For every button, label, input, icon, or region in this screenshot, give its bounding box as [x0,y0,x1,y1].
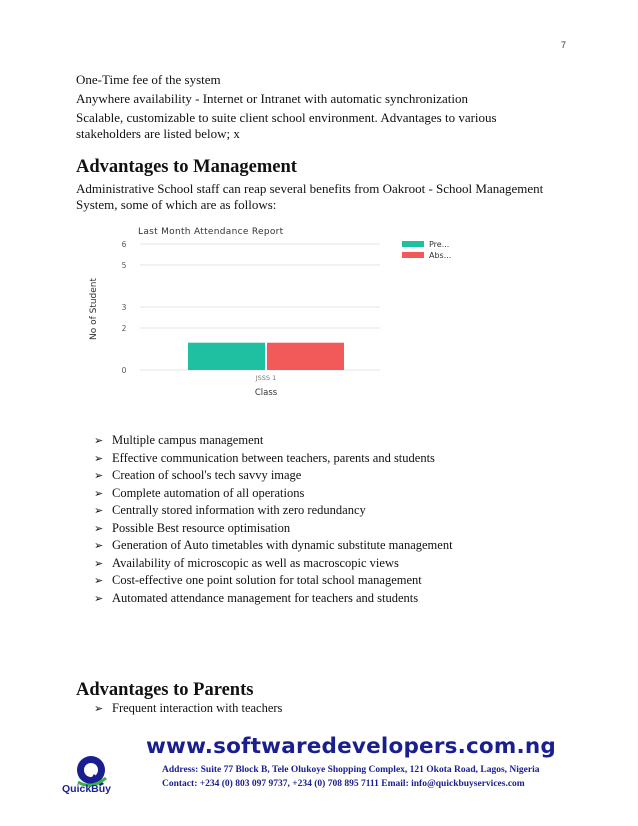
list-item: ➢ Complete automation of all operations [94,485,453,503]
parents-heading: Advantages to Parents [76,680,254,700]
website-link[interactable]: www.softwaredevelopers.com.ng [146,734,556,759]
list-item: ➢ Automated attendance management for teachers and students [94,590,453,608]
arrow-bullet-icon: ➢ [94,575,104,587]
bar-pre [188,343,265,370]
attendance-chart [80,222,480,412]
legend-label: Abs... [429,251,452,260]
list-item: ➢ Generation of Auto timetables with dynamic substitute management [94,537,453,555]
list-item: ➢ Multiple campus management [94,432,453,450]
footer-address: Address: Suite 77 Block B, Tele Olukoye Shopping Complex, 121 Okota Road, Lagos, Nigeria [162,765,540,775]
intro-line-2: Anywhere availability - Internet or Intranet with automatic synchronization [76,91,469,106]
legend-swatch [402,252,424,258]
arrow-bullet-icon: ➢ [94,540,104,552]
arrow-bullet-icon: ➢ [94,487,104,500]
intro-line-1: One-Time fee of the system [76,72,221,87]
x-axis-label: Class [254,388,278,398]
page-number: 7 [560,40,566,50]
y-tick-label: 6 [121,240,127,249]
legend-swatch [402,241,424,247]
arrow-bullet-icon: ➢ [94,452,104,465]
y-tick-label: 0 [121,366,127,375]
arrow-bullet-icon: ➢ [94,470,104,482]
arrow-bullet-icon: ➢ [94,703,104,715]
management-body: Administrative School staff can reap several benefits from Oakroot - School Management System, some of which are as follows: [76,181,544,212]
list-item: ➢ Cost-effective one point solution for total school management [94,572,453,590]
bar-abs [267,343,344,370]
parents-bullet-list [94,700,282,718]
list-item: ➢ Possible Best resource optimisation [94,520,453,538]
attendance-chart-svg [80,222,480,412]
arrow-bullet-icon: ➢ [94,435,104,447]
y-tick-label: 5 [121,261,127,270]
arrow-bullet-icon: ➢ [94,557,104,570]
chart-title: Last Month Attendance Report [138,227,284,237]
list-item: ➢ Frequent interaction with teachers [94,700,282,718]
x-tick-label: JSSS 1 [255,374,277,382]
list-item: ➢ Creation of school's tech savvy image [94,467,453,485]
list-item: ➢ Centrally stored information with zero redundancy [94,502,453,520]
list-item: ➢ Effective communication between teachers, parents and students [94,450,453,468]
arrow-bullet-icon: ➢ [94,522,104,535]
y-axis-label: No of Student [89,277,99,341]
legend-label: Pre... [429,240,450,249]
arrow-bullet-icon: ➢ [94,592,104,605]
management-heading: Advantages to Management [76,157,297,177]
intro-paragraph: Scalable, customizable to suite client school environment. Advantages to various stakeholders are listed below; x [76,110,497,141]
list-item: ➢ Availability of microscopic as well as macroscopic views [94,555,453,573]
management-bullet-list [94,432,453,607]
arrow-bullet-icon: ➢ [94,505,104,517]
logo-text: QuickBuy [62,783,112,795]
y-tick-label: 3 [121,303,127,312]
footer-contact: Contact: +234 (0) 803 097 9737, +234 (0) 708 895 7111 Email: info@quickbuyservices.com [162,779,525,789]
y-tick-label: 2 [121,324,127,333]
